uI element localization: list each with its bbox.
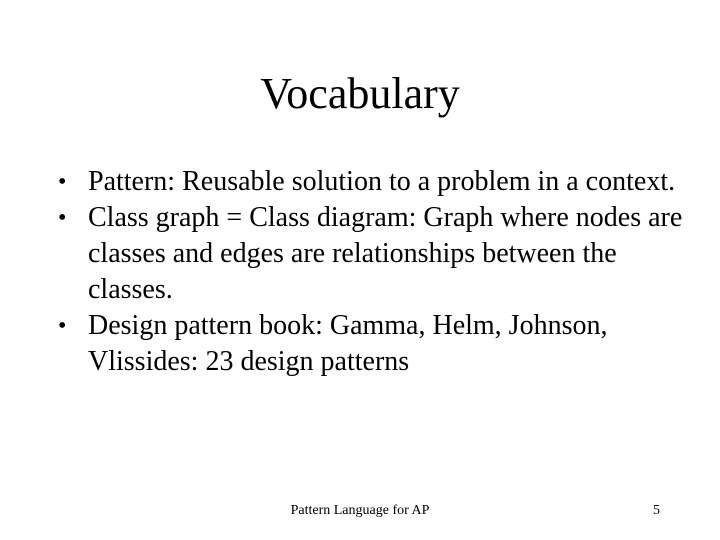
bullet-list	[56, 164, 686, 380]
bullet-item-design-pattern-book	[56, 308, 686, 380]
page-number: 5	[653, 503, 660, 518]
bullet-marker: •	[58, 313, 67, 339]
bullet-marker: •	[58, 169, 67, 195]
bullet-item-class-graph	[56, 200, 686, 308]
bullet-item-pattern	[56, 164, 686, 200]
bullet-text: Pattern: Reusable solution to a problem in a context.	[88, 166, 676, 197]
bullet-marker: •	[58, 205, 67, 231]
bullet-text: Design pattern book: Gamma, Helm, Johnson, Vlissides: 23 design patterns	[88, 310, 608, 377]
footer-title: Pattern Language for AP	[290, 503, 430, 518]
slide-title: Vocabulary	[260, 69, 460, 118]
bullet-text: Class graph = Class diagram: Graph where nodes are classes and edges are relationships between the classes.	[88, 202, 683, 305]
